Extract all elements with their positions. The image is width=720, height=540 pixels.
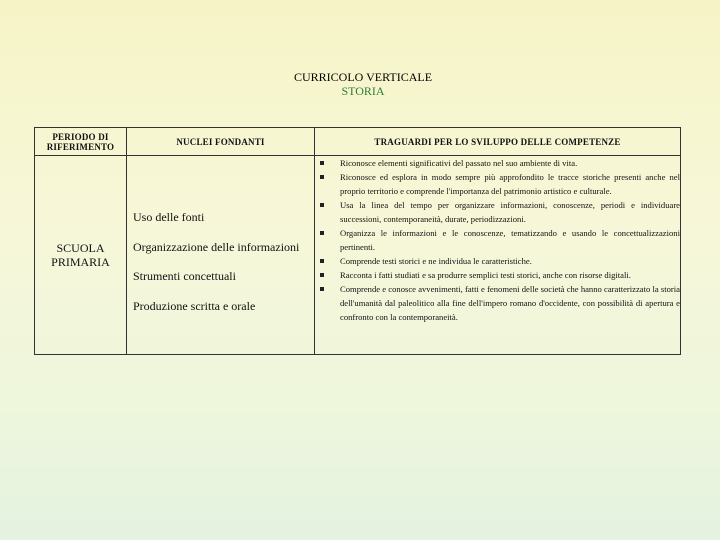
document-title: CURRICOLO VERTICALE [293, 70, 433, 84]
nucleo-item: Produzione scritta e orale [133, 298, 256, 313]
traguardo-text: Usa la linea del tempo per organizzare informazioni, conoscenze, periodi e individuare successioni, contemporaneità, durate, periodizzazioni. [340, 200, 680, 224]
square-bullet-icon [320, 231, 324, 235]
list-item [315, 198, 680, 226]
traguardo-text: Comprende e conosce avvenimenti, fatti e fenomeni delle società che hanno caratterizzato la storia dell'umanità dal paleolitico alla fine dell'impero romano d'occidente, con possibilità di apertura e confronto con la contemporaneità. [340, 284, 680, 322]
nuclei-cell [127, 156, 315, 355]
list-item [315, 254, 680, 268]
square-bullet-icon [320, 203, 324, 207]
list-item [315, 170, 680, 198]
traguardo-text: Racconta i fatti studiati e sa produrre semplici testi storici, anche con risorse digitali. [340, 270, 631, 280]
traguardi-cell [315, 156, 681, 355]
nucleo-item: Strumenti concettuali [133, 269, 236, 283]
list-item [315, 268, 680, 282]
school-level: SCUOLA PRIMARIA [51, 241, 110, 269]
header-periodo: PERIODO DI RIFERIMENTO [35, 128, 127, 156]
curriculum-table [34, 127, 681, 355]
list-item [315, 282, 680, 324]
square-bullet-icon [320, 161, 324, 165]
school-level-cell [35, 156, 127, 355]
square-bullet-icon [320, 287, 324, 291]
list-item [315, 226, 680, 254]
nuclei-list [133, 210, 299, 328]
square-bullet-icon [320, 175, 324, 179]
nucleo-item: Uso delle fonti [133, 210, 205, 224]
document-subtitle: STORIA [341, 84, 385, 98]
nucleo-item: Organizzazione delle informazioni [133, 239, 300, 254]
header-nuclei: NUCLEI FONDANTI [127, 128, 315, 156]
traguardo-text: Riconosce ed esplora in modo sempre più approfondito le tracce storiche presenti anche nel proprio territorio e comprende l'importanza del patrimonio artistico e culturale. [340, 172, 680, 196]
traguardo-text: Organizza le informazioni e le conoscenze, tematizzando e usando le concettualizzazioni pertinenti. [340, 228, 680, 252]
list-item [315, 156, 680, 170]
traguardo-text: Comprende testi storici e ne individua le caratteristiche. [340, 256, 532, 266]
table-row [35, 156, 681, 355]
table-header-row [35, 128, 681, 156]
square-bullet-icon [320, 273, 324, 277]
traguardi-list [315, 156, 680, 324]
square-bullet-icon [320, 259, 324, 263]
header-traguardi: TRAGUARDI PER LO SVILUPPO DELLE COMPETENZE [315, 128, 681, 156]
document-title-block [0, 70, 720, 98]
traguardo-text: Riconosce elementi significativi del passato nel suo ambiente di vita. [340, 158, 578, 168]
